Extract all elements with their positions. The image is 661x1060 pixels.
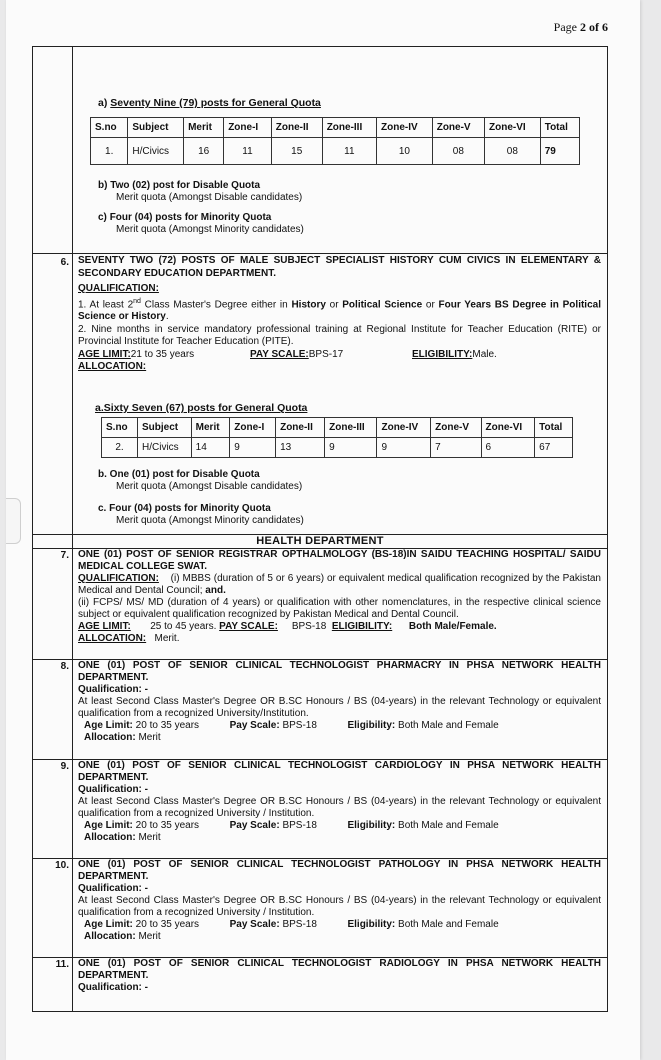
item-number-6: 6. — [60, 257, 69, 268]
item-7 — [78, 549, 601, 645]
section-a-heading: a) Seventy Nine (79) posts for General Quota — [98, 97, 321, 109]
row-divider — [33, 253, 607, 254]
item-6-qualification-2: 2. Nine months in service mandatory professional training at Regional Institute for Teacher Education (RITE) or Provincial Institute for Teacher Education (PITE). — [78, 323, 601, 348]
minority-quota-79: c) Four (04) posts for Minority Quota Merit quota (Amongst Minority candidates) — [98, 212, 304, 235]
disable-quota-79: b) Two (02) post for Disable Quota Merit quota (Amongst Disable candidates) — [98, 180, 303, 203]
page-edge-tab[interactable] — [6, 498, 21, 544]
item-6-qualification-1: 1. At least 2nd Class Master's Degree either in History or Political Science or Four Years BS Degree in Political Science or History. — [78, 297, 601, 323]
general-quota-table-67 — [101, 417, 573, 458]
item-10: ONE (01) POST OF SENIOR CLINICAL TECHNOLOGIST PATHOLOGY IN PHSA NETWORK HEALTH DEPARTMENT. Qualification: - At least Second Class Master's Degree OR B.SC Honours / BS (04-years) in the relevant Technology or equivalent qualification from a recognized University / Institution. Age Limit: 20 to 35 years Pay Scale: BPS-18 Eligibility: Both Male and Female Allocation: Merit — [78, 859, 601, 942]
general-quota-table-79 — [90, 117, 580, 165]
table-row: 1. H/Civics 16 11 15 11 10 08 08 79 — [91, 138, 580, 165]
item-7-terms: AGE LIMIT: 25 to 45 years. PAY SCALE: BPS-18 ELIGIBILITY: Both Male/Female. — [78, 621, 497, 632]
item-7-allocation: ALLOCATION: Merit. — [78, 633, 180, 644]
item-6-general-quota: a.Sixty Seven (67) posts for General Quota — [95, 402, 308, 414]
document-page — [6, 0, 640, 1060]
item-6: SEVENTY TWO (72) POSTS OF MALE SUBJECT SPECIALIST HISTORY CUM CIVICS IN ELEMENTARY & SECONDARY EDUCATION DEPARTMENT. QUALIFICATION: 1. At least 2nd Class Master's Degree either in History or Political Science or Four Years BS Degree in Political Science or History. 2. Nine months in service mandatory professional training at Regional Institute for Teacher Education (RITE) or Provincial Institute for Teacher Education (PITE). AGE LIMIT:21 to 35 years PAY SCALE:BPS-17 ELIGIBILITY:Male. ALLOCATION: — [78, 255, 601, 373]
item-number-7: 7. — [60, 550, 69, 561]
table-header-row: S.no Subject Merit Zone-I Zone-II Zone-III Zone-IV Zone-V Zone-VI Total — [91, 118, 580, 138]
item-7-qualification-2: (ii) FCPS/ MS/ MD (duration of 4 years) or qualification with other nomenclatures, in the respective clinical science subject or equivalent qualification recognized by Pakistan Medical and Dental Council. — [78, 597, 601, 620]
page-number: Page 2 of 6 — [553, 20, 608, 34]
health-department-heading: HEALTH DEPARTMENT — [256, 535, 384, 547]
item-6-terms: AGE LIMIT:21 to 35 years PAY SCALE:BPS-17 ELIGIBILITY:Male. — [78, 348, 497, 360]
item-number-8: 8. — [60, 661, 69, 672]
item-7-qualification-1: QUALIFICATION: (i) MBBS (duration of 5 or 6 years) or equivalent medical qualification recognized by the Pakistan Medical and Dental Council; and. — [78, 573, 601, 596]
item-9: ONE (01) POST OF SENIOR CLINICAL TECHNOLOGIST CARDIOLOGY IN PHSA NETWORK HEALTH DEPARTMENT. Qualification: - At least Second Class Master's Degree OR B.SC Honours / BS (04-years) in the relevant Technology or equivalent qualification from a recognized University / Institution. Age Limit: 20 to 35 years Pay Scale: BPS-18 Eligibility: Both Male and Female Allocation: Merit — [78, 760, 601, 843]
item-number-9: 9. — [60, 761, 69, 772]
item-11: ONE (01) POST OF SENIOR CLINICAL TECHNOLOGIST RADIOLOGY IN PHSA NETWORK HEALTH DEPARTMENT. Qualification: - — [78, 958, 601, 993]
item-number-11: 11. — [55, 959, 69, 970]
table-header-row: S.no Subject Merit Zone-I Zone-II Zone-III Zone-IV Zone-V Zone-VI Total — [102, 418, 573, 438]
item-8: ONE (01) POST OF SENIOR CLINICAL TECHNOLOGIST PHARMACRY IN PHSA NETWORK HEALTH DEPARTMENT. Qualification: - At least Second Class Master's Degree OR B.SC Honours / BS (04-years) in the relevant Technology or equivalent qualification from a recognized University/Institution. Age Limit: 20 to 35 years Pay Scale: BPS-18 Eligibility: Both Male and Female Allocation: Merit — [78, 660, 601, 743]
document-table — [32, 46, 608, 1012]
item-6-title: SEVENTY TWO (72) POSTS OF MALE SUBJECT SPECIALIST HISTORY CUM CIVICS IN ELEMENTARY & SECONDARY EDUCATION DEPARTMENT. — [78, 255, 601, 279]
item-number-10: 10. — [55, 860, 69, 871]
table-row: 2. H/Civics 14 9 13 9 9 7 6 67 — [102, 438, 573, 458]
number-column-divider — [72, 47, 73, 1011]
item-7-title: ONE (01) POST OF SENIOR REGISTRAR OPTHALMOLOGY (BS-18)IN SAIDU TEACHING HOSPITAL/ SAIDU MEDICAL COLLEGE SWAT. — [78, 549, 601, 572]
disable-quota-67: b. One (01) post for Disable Quota Merit quota (Amongst Disable candidates) — [98, 469, 303, 492]
minority-quota-67: c. Four (04) posts for Minority Quota Merit quota (Amongst Minority candidates) — [98, 503, 304, 526]
